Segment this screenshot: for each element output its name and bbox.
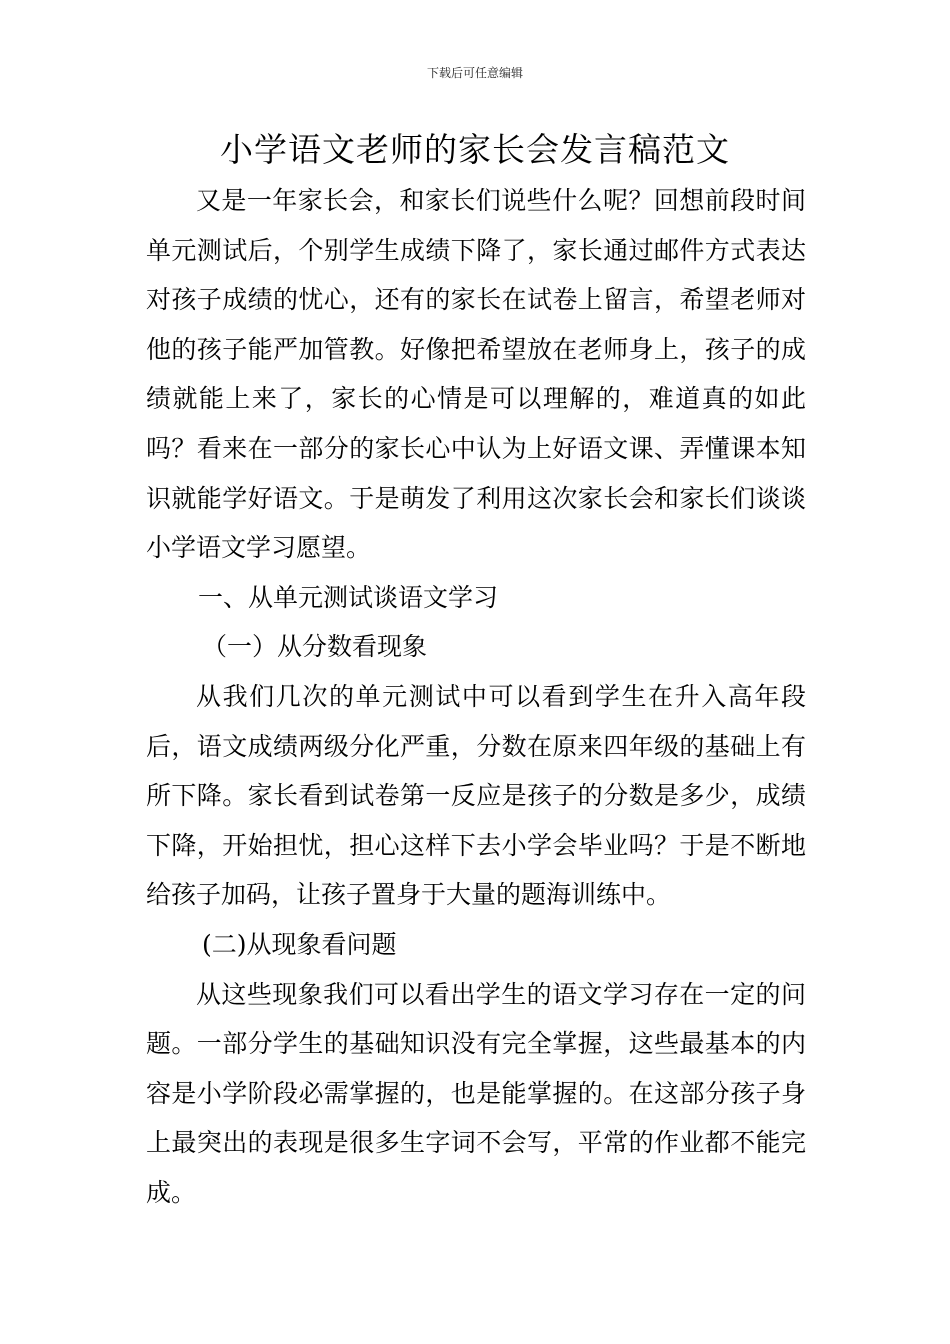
subsection-paragraph: 从我们几次的单元测试中可以看到学生在升入高年段后，语文成绩两级分化严重，分数在原来四年级的基础上有所下降。家长看到试卷第一反应是孩子的分数是多少，成绩下降，开始担忧，担心这样下去小学会毕业吗？于是不断地给孩子加码，让孩子置身于大量的题海训练中。 [146,681,806,910]
section-heading: 一、从单元测试谈语文学习 [198,582,499,612]
document-body [146,176,806,1217]
subsection-heading: （一）从分数看现象 [202,632,428,662]
header-note: 下载后可任意编辑 [426,66,523,80]
subsection-heading: (二)从现象看问题 [202,929,397,959]
document-title: 小学语文老师的家长会发言稿范文 [220,130,730,169]
intro-paragraph: 又是一年家长会，和家长们说些什么呢？回想前段时间单元测试后，个别学生成绩下降了，家长通过邮件方式表达对孩子成绩的忧心，还有的家长在试卷上留言，希望老师对他的孩子能严加管教。好像把希望放在老师身上，孩子的成绩就能上来了，家长的心情是可以理解的，难道真的如此吗？看来在一部分的家长心中认为上好语文课、弄懂课本知识就能学好语文。于是萌发了利用这次家长会和家长们谈谈小学语文学习愿望。 [146,186,806,563]
subsection-paragraph: 从这些现象我们可以看出学生的语文学习存在一定的问题。一部分学生的基础知识没有完全掌握，这些最基本的内容是小学阶段必需掌握的，也是能掌握的。在这部分孩子身上最突出的表现是很多生字词不会写，平常的作业都不能完成。 [146,979,806,1207]
